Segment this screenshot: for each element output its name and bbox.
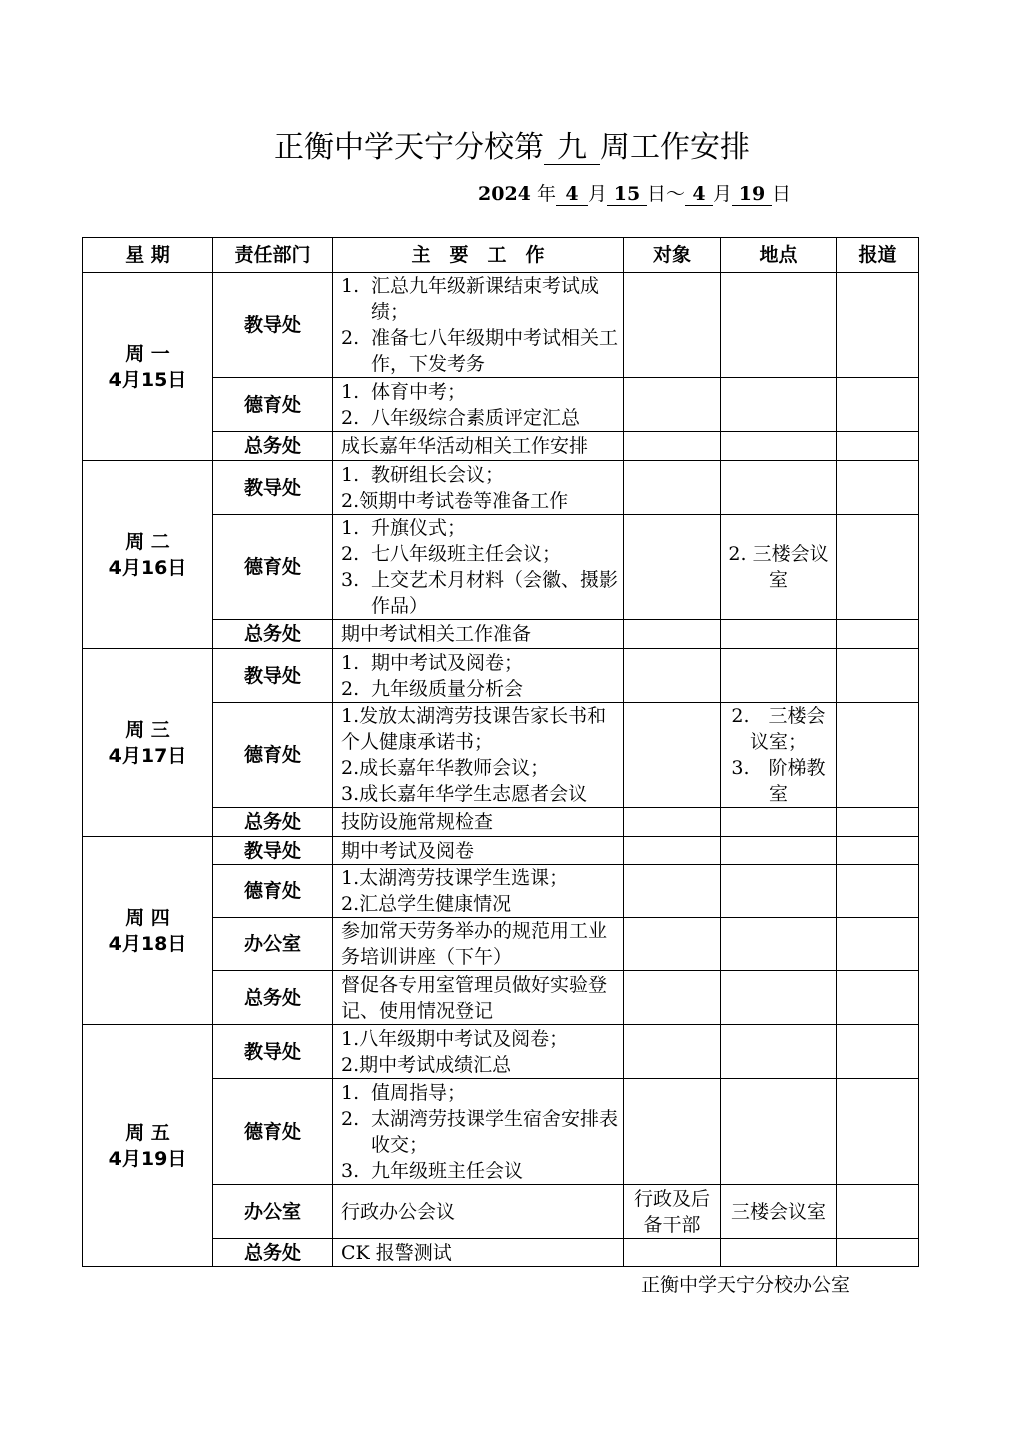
location-cell — [721, 971, 837, 1025]
header-dept: 责任部门 — [213, 238, 333, 273]
report-cell — [837, 1079, 919, 1185]
target-cell — [624, 620, 721, 649]
target-cell: 行政及后备干部 — [624, 1185, 721, 1239]
table-row — [83, 1025, 919, 1079]
location-cell — [721, 1079, 837, 1185]
task-cell: 期中考试相关工作准备 — [333, 620, 624, 649]
day-cell-wednesday — [83, 649, 213, 837]
header-location: 地点 — [721, 238, 837, 273]
report-cell — [837, 918, 919, 971]
report-cell — [837, 515, 919, 620]
report-cell — [837, 1239, 919, 1267]
header-report: 报道 — [837, 238, 919, 273]
location-cell: 2. 三楼会议室 — [721, 515, 837, 620]
report-cell — [837, 971, 919, 1025]
table-row — [83, 461, 919, 515]
target-cell — [624, 837, 721, 865]
task-cell: 参加常天劳务举办的规范用工业务培训讲座（下午） — [333, 918, 624, 971]
report-cell — [837, 378, 919, 432]
report-cell — [837, 1185, 919, 1239]
report-cell — [837, 1025, 919, 1079]
target-cell — [624, 1025, 721, 1079]
target-cell — [624, 515, 721, 620]
report-cell — [837, 649, 919, 703]
task-cell: 1. 体育中考； 2. 八年级综合素质评定汇总 — [333, 378, 624, 432]
task-item: 九年级质量分析会 — [371, 677, 524, 700]
dept-cell: 教导处 — [213, 273, 333, 378]
table-row — [83, 273, 919, 378]
date-label: 4月19日 — [108, 1147, 187, 1170]
location-cell — [721, 808, 837, 837]
target-cell — [624, 808, 721, 837]
date-label: 4月16日 — [108, 556, 187, 579]
weekday-label: 周 二 — [125, 530, 170, 553]
task-item: 2.期中考试成绩汇总 — [341, 1053, 512, 1076]
task-item: 升旗仪式； — [371, 517, 467, 539]
location-cell — [721, 649, 837, 703]
dept-cell: 教导处 — [213, 461, 333, 515]
task-item: 教研组长会议； — [371, 463, 505, 486]
target-cell — [624, 971, 721, 1025]
location-cell — [721, 837, 837, 865]
day-cell-friday — [83, 1025, 213, 1267]
date-label: 4月18日 — [108, 932, 187, 955]
report-cell — [837, 808, 919, 837]
location-cell — [721, 1025, 837, 1079]
weekday-label: 周 一 — [125, 342, 170, 365]
task-cell — [333, 703, 624, 808]
month-unit: 月 — [587, 183, 607, 205]
target-cell — [624, 865, 721, 918]
report-cell — [837, 703, 919, 808]
report-cell — [837, 837, 919, 865]
report-cell — [837, 865, 919, 918]
start-day: 15 — [607, 183, 647, 206]
day-cell-monday — [83, 273, 213, 461]
dept-cell: 教导处 — [213, 649, 333, 703]
location-cell — [721, 1239, 837, 1267]
target-cell — [624, 432, 721, 461]
dept-cell: 总务处 — [213, 620, 333, 649]
header-row — [83, 238, 919, 273]
task-cell: 督促各专用室管理员做好实验登记、使用情况登记 — [333, 971, 624, 1025]
day-unit-2: 日 — [772, 183, 792, 205]
weekday-label: 周 四 — [125, 906, 170, 929]
dept-cell: 总务处 — [213, 808, 333, 837]
target-cell — [624, 1239, 721, 1267]
location-cell — [721, 620, 837, 649]
target-cell — [624, 378, 721, 432]
header-target: 对象 — [624, 238, 721, 273]
header-day: 星 期 — [83, 238, 213, 273]
header-task: 主 要 工 作 — [333, 238, 624, 273]
task-item: 2.成长嘉年华教师会议； — [341, 757, 550, 779]
report-cell — [837, 273, 919, 378]
target-cell — [624, 273, 721, 378]
task-item: 八年级综合素质评定汇总 — [371, 406, 581, 429]
dept-cell: 德育处 — [213, 703, 333, 808]
task-cell: 1. 教研组长会议； 2.领期中考试卷等准备工作 — [333, 461, 624, 515]
task-item: 2.汇总学生健康情况 — [341, 893, 512, 915]
target-cell — [624, 918, 721, 971]
task-cell: 期中考试及阅卷 — [333, 837, 624, 865]
location-cell — [721, 461, 837, 515]
task-item: 七八年级班主任会议； — [371, 543, 562, 565]
location-cell: 三楼会议室 — [721, 1185, 837, 1239]
year-unit: 年 — [536, 183, 556, 205]
table-row — [83, 649, 919, 703]
task-item: 太湖湾劳技课学生宿舍安排表收交； — [371, 1107, 619, 1156]
schedule-table — [82, 237, 919, 1267]
date-range — [478, 180, 791, 208]
month-unit-2: 月 — [713, 183, 733, 205]
weekday-label: 周 五 — [125, 1121, 170, 1144]
date-label: 4月17日 — [108, 744, 187, 767]
task-item: 1.太湖湾劳技课学生选课； — [341, 867, 569, 889]
task-cell: 1. 汇总九年级新课结束考试成绩； 2. 准备七八年级期中考试相关工作，下发考务 — [333, 273, 624, 378]
date-label: 4月15日 — [108, 368, 187, 391]
dept-cell: 总务处 — [213, 1239, 333, 1267]
dept-cell: 办公室 — [213, 1185, 333, 1239]
week-number: 九 — [544, 132, 600, 165]
range-separator: ～ — [665, 183, 685, 205]
task-item: 值周指导； — [371, 1081, 467, 1104]
day-unit: 日 — [646, 183, 666, 205]
task-item: 3.成长嘉年华学生志愿者会议 — [341, 783, 588, 805]
issuer-signature: 正衡中学天宁分校办公室 — [641, 1274, 851, 1296]
dept-cell: 德育处 — [213, 1079, 333, 1185]
report-cell — [837, 432, 919, 461]
report-cell — [837, 620, 919, 649]
target-cell — [624, 1079, 721, 1185]
dept-cell: 教导处 — [213, 837, 333, 865]
task-cell — [333, 865, 624, 918]
start-month: 4 — [556, 183, 588, 206]
dept-cell: 教导处 — [213, 1025, 333, 1079]
title-suffix: 周工作安排 — [600, 130, 750, 165]
report-cell — [837, 461, 919, 515]
task-item: 九年级班主任会议 — [371, 1159, 524, 1182]
task-item: 准备七八年级期中考试相关工作，下发考务 — [371, 327, 619, 375]
target-cell — [624, 461, 721, 515]
dept-cell: 德育处 — [213, 515, 333, 620]
dept-cell: 办公室 — [213, 918, 333, 971]
task-item: 汇总九年级新课结束考试成绩； — [371, 275, 600, 323]
location-cell — [721, 432, 837, 461]
location-cell: 2. 三楼会 议室； 3. 阶梯教 室 — [721, 703, 837, 808]
task-cell: 技防设施常规检查 — [333, 808, 624, 837]
task-cell: 1. 期中考试及阅卷； 2. 九年级质量分析会 — [333, 649, 624, 703]
location-cell — [721, 273, 837, 378]
table-row — [83, 837, 919, 865]
location-cell — [721, 918, 837, 971]
year: 2024 — [478, 183, 531, 205]
dept-cell: 总务处 — [213, 971, 333, 1025]
dept-cell: 德育处 — [213, 378, 333, 432]
end-month: 4 — [685, 183, 713, 206]
target-cell — [624, 649, 721, 703]
document-title — [0, 126, 1024, 170]
day-cell-thursday — [83, 837, 213, 1025]
task-item: 期中考试及阅卷； — [371, 651, 524, 674]
dept-cell: 总务处 — [213, 432, 333, 461]
task-item: 上交艺术月材料（会徽、摄影作品） — [371, 569, 619, 617]
dept-cell: 德育处 — [213, 865, 333, 918]
task-item: 1.发放太湖湾劳技课告家长书和个人健康承诺书； — [341, 705, 607, 753]
task-cell: 1. 升旗仪式； 2. 七八年级班主任会议； 3. 上交艺术月材料（会徽、摄影作品） — [333, 515, 624, 620]
task-cell: 成长嘉年华活动相关工作安排 — [333, 432, 624, 461]
title-prefix: 正衡中学天宁分校第 — [274, 130, 544, 165]
task-item: 2.领期中考试卷等准备工作 — [341, 489, 569, 512]
target-cell — [624, 703, 721, 808]
location-cell — [721, 865, 837, 918]
task-cell: 行政办公会议 — [333, 1185, 624, 1239]
day-cell-tuesday — [83, 461, 213, 649]
task-cell: CK 报警测试 — [333, 1239, 624, 1267]
task-item: 1.八年级期中考试及阅卷； — [341, 1027, 569, 1050]
location-cell — [721, 378, 837, 432]
task-cell — [333, 1025, 624, 1079]
weekday-label: 周 三 — [125, 718, 170, 741]
task-cell: 1. 值周指导； 2. 太湖湾劳技课学生宿舍安排表收交； 3. 九年级班主任会议 — [333, 1079, 624, 1185]
end-day: 19 — [732, 183, 772, 206]
task-item: 体育中考； — [371, 380, 467, 403]
